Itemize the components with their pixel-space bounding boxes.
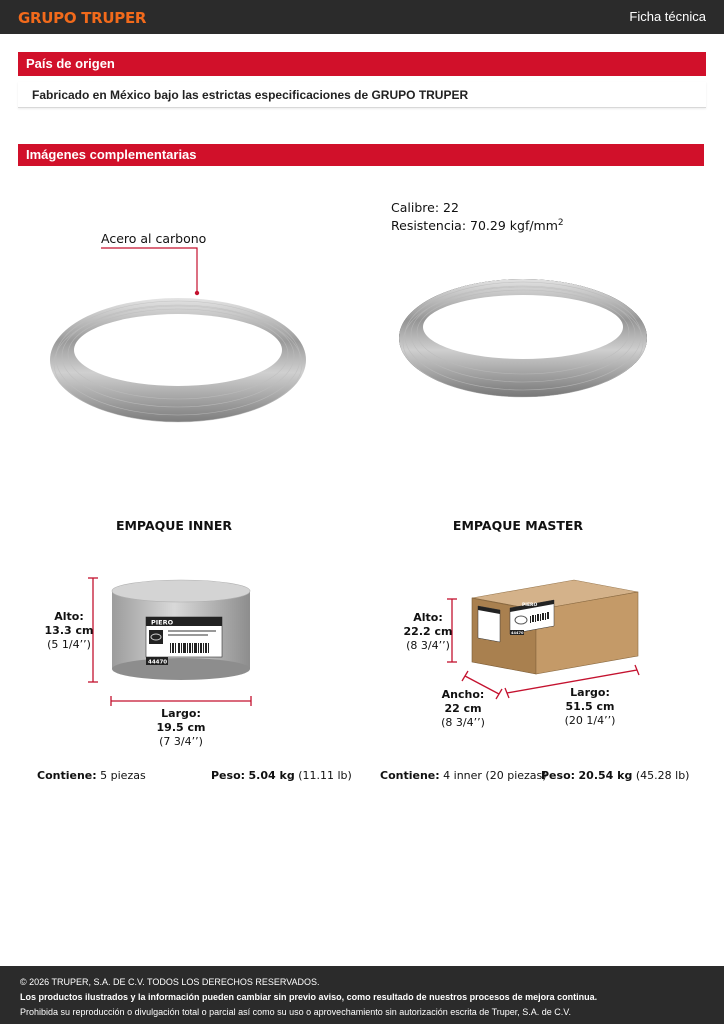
wire-coil-image-left — [45, 292, 315, 432]
resistance-callout: Resistencia: 70.29 kgf/$mm^2$ — [391, 218, 564, 234]
master-weight: Peso: 20.54 kg (45.28 lb) — [541, 769, 690, 782]
origin-section-header: País de origen — [18, 52, 706, 76]
inner-weight: Peso: 5.04 kg (11.11 lb) — [211, 769, 352, 782]
inner-package-title: EMPAQUE INNER — [115, 518, 233, 533]
master-box-image — [466, 578, 641, 678]
brand-logo: GRUPO TRUPER — [18, 9, 147, 27]
inner-box-brand: PIERO — [151, 618, 174, 627]
inner-contents: Contiene: 5 piezas — [37, 769, 146, 782]
top-bar — [0, 0, 724, 34]
inner-box-code: 44470 — [148, 659, 168, 666]
origin-text: Fabricado en México bajo las estrictas especificaciones de GRUPO TRUPER — [18, 82, 706, 108]
master-length-dimension: Largo: 51.5 cm (20 1/4’’) — [564, 686, 616, 727]
inner-height-dimension: Alto: 13.3 cm (5 1/4’’) — [44, 610, 94, 651]
inner-package-image — [108, 577, 258, 687]
master-package-title: EMPAQUE MASTER — [452, 518, 584, 533]
master-box-brand: PIERO — [522, 603, 538, 608]
inner-length-dimension: Largo: 19.5 cm (7 3/4’’) — [156, 707, 206, 748]
master-width-dimension: Ancho: 22 cm (8 3/4’’) — [441, 688, 485, 729]
footer-prohibition: Prohibida su reproducción o divulgación total o parcial así como su uso o aprovechamiento sin autorización escrita de Truper, S.A. de C.V. — [20, 1007, 571, 1017]
wire-coil-image-right — [396, 274, 656, 404]
footer-notice: Los productos ilustrados y la información pueden cambiar sin previo aviso, como resultado de nuestros procesos de mejora continua. — [20, 992, 598, 1002]
document-type: Ficha técnica — [629, 9, 706, 24]
material-callout: Acero al carbono — [101, 231, 207, 246]
master-contents: Contiene: 4 inner (20 piezas) — [380, 769, 547, 782]
footer-copyright: © 2026 TRUPER, S.A. DE C.V. TODOS LOS DERECHOS RESERVADOS. — [20, 977, 320, 987]
gauge-callout: Calibre: 22 — [391, 200, 459, 215]
master-height-dimension: Alto: 22.2 cm (8 3/4’’) — [403, 611, 453, 652]
footer — [0, 966, 724, 1024]
master-box-code: 44470 — [511, 631, 524, 635]
images-section-header: Imágenes complementarias — [18, 144, 704, 166]
